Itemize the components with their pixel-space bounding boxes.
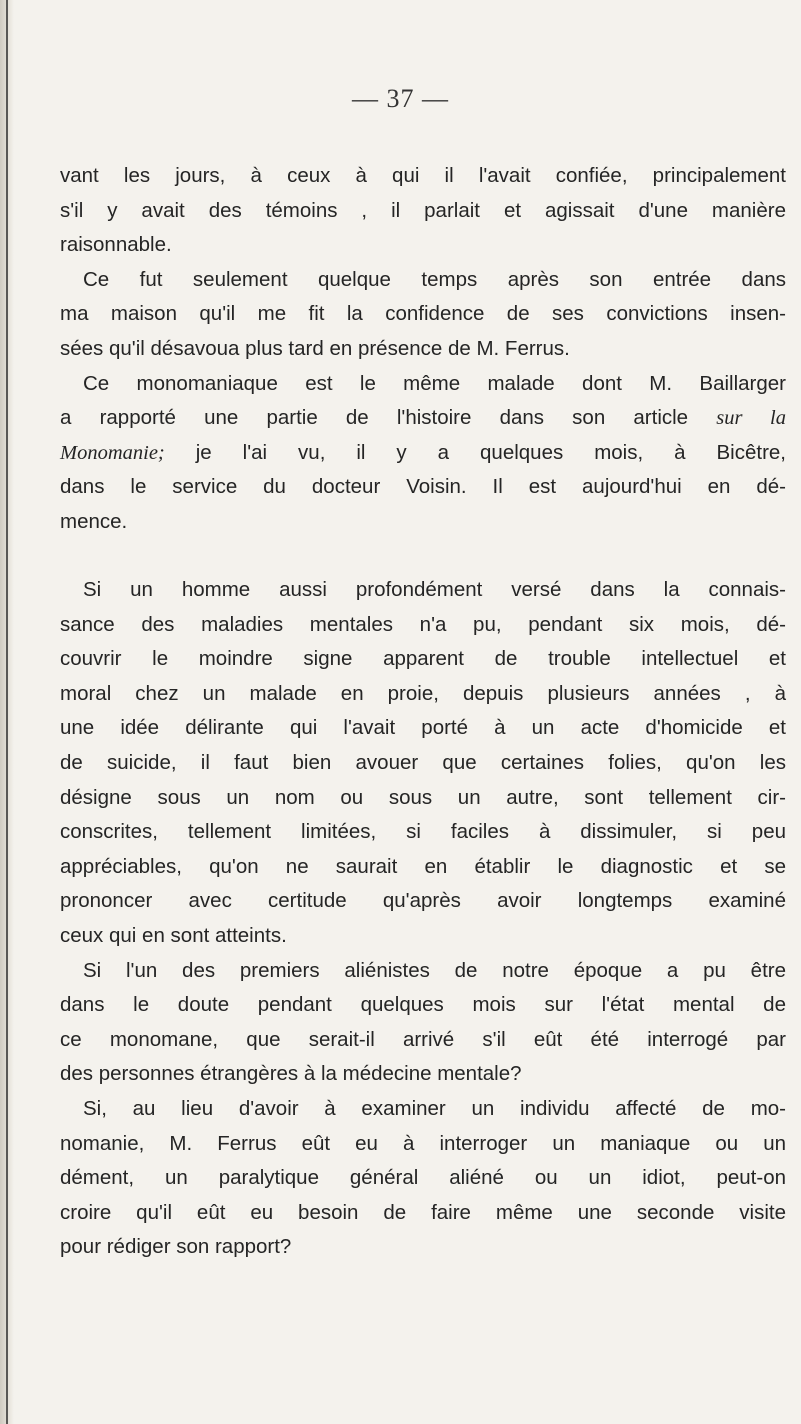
text-line: Ce monomaniaque est le même malade dont M. Baillarger	[83, 371, 786, 395]
italic-title-segment: sur la	[716, 407, 786, 430]
text-line: ce monomane, que serait-il arrivé s'il eût été interrogé par	[60, 1027, 786, 1051]
text-segment: je l'ai vu, il y a quelques mois, à Bicêtre,	[164, 440, 786, 464]
text-line: pour rédiger son rapport?	[60, 1235, 292, 1259]
paragraph-group-1	[60, 159, 786, 540]
text-line: moral chez un malade en proie, depuis plusieurs années , à	[60, 681, 786, 705]
text-line: Ce fut seulement quelque temps après son entrée dans	[83, 267, 786, 291]
text-line: une idée délirante qui l'avait porté à un acte d'homicide et	[60, 716, 786, 740]
italic-title-segment: Monomanie;	[60, 441, 165, 464]
text-line: appréciables, qu'on ne saurait en établir le diagnostic et se	[60, 854, 786, 878]
text-line: Si l'un des premiers aliénistes de notre époque a pu être	[83, 958, 786, 982]
paragraph-group-2	[60, 573, 786, 1265]
text-line: dément, un paralytique général aliéné ou un idiot, peut-on	[60, 1166, 786, 1190]
text-line	[60, 401, 786, 436]
text-line: s'il y avait des témoins , il parlait et agissait d'une manière	[60, 198, 786, 222]
text-line: Si un homme aussi profondément versé dans la connais-	[83, 578, 786, 601]
text-line: conscrites, tellement limitées, si faciles à dissimuler, si peu	[60, 820, 786, 844]
text-line: ceux qui en sont atteints.	[60, 923, 287, 947]
text-line: des personnes étrangères à la médecine mentale?	[60, 1062, 522, 1086]
text-line: nomanie, M. Ferrus eût eu à interroger un maniaque ou un	[60, 1131, 786, 1155]
text-line: désigne sous un nom ou sous un autre, sont tellement cir-	[60, 785, 786, 809]
page-number: — 37 —	[352, 84, 449, 113]
text-line: sance des maladies mentales n'a pu, pendant six mois, dé-	[60, 612, 786, 636]
text-line: dans le doute pendant quelques mois sur l'état mental de	[60, 993, 786, 1017]
text-line: sées qu'il désavoua plus tard en présence de M. Ferrus.	[60, 336, 570, 360]
text-line: Si, au lieu d'avoir à examiner un individu affecté de mo-	[83, 1096, 786, 1120]
text-line: de suicide, il faut bien avouer que certaines folies, qu'on les	[60, 750, 786, 774]
page-binding-edge	[6, 0, 8, 1424]
text-line: croire qu'il eût eu besoin de faire même une seconde visite	[60, 1200, 786, 1224]
text-line: couvrir le moindre signe apparent de trouble intellectuel et	[60, 647, 786, 671]
text-line: mence.	[60, 509, 128, 533]
text-line: dans le service du docteur Voisin. Il est aujourd'hui en dé-	[60, 475, 786, 499]
text-segment: a rapporté une partie de l'histoire dans son article	[60, 406, 717, 430]
text-line: prononcer avec certitude qu'après avoir longtemps examiné	[60, 889, 786, 913]
text-line: raisonnable.	[60, 233, 172, 257]
text-line: ma maison qu'il me fit la confidence de ses convictions insen-	[60, 302, 786, 326]
text-line	[60, 436, 786, 471]
text-line: vant les jours, à ceux à qui il l'avait confiée, principalement	[60, 164, 786, 187]
